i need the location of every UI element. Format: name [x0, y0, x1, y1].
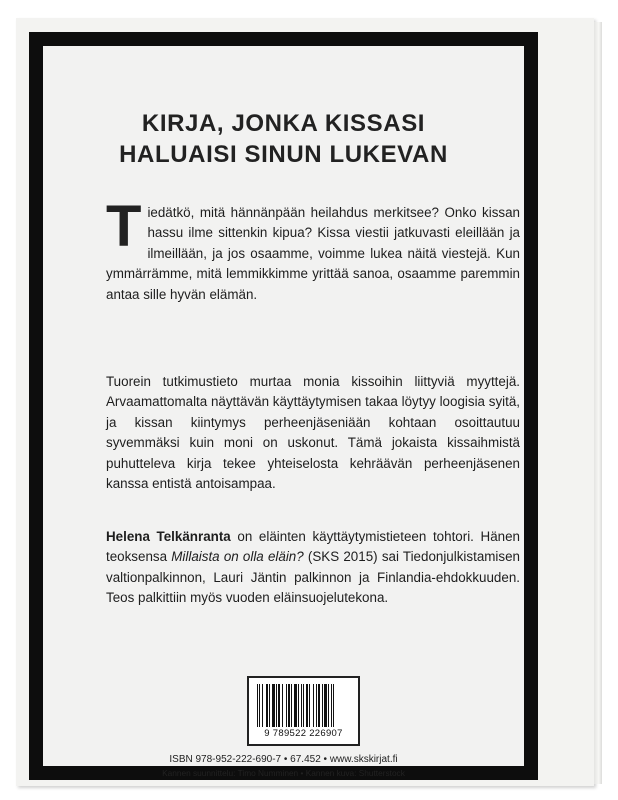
drop-cap: T — [106, 194, 142, 259]
author-bio-text-1: on eläinten käyttäytymistieteen tohtori. Hänen teoksensa — [106, 529, 520, 565]
author-name: Helena Telkänranta — [106, 529, 231, 544]
isbn-line: ISBN 978-952-222-690-7 • 67.452 • www.skskirjat.fi — [169, 754, 398, 765]
cover-title — [43, 108, 524, 170]
barcode — [247, 676, 360, 746]
book-edge — [594, 22, 602, 784]
title-line-1: KIRJA, JONKA KISSASI — [141, 110, 426, 137]
paragraph-1-text: iedätkö, mitä hännänpään heilahdus merkitsee? Onko kissan hassu ilme sittenkin kipua? Kissa viestii jatkuvasti eleillään ja ilmeillään, ja jos osaamme, voimme lukea näitä viestejä. Kun ymmärrämme, mitä lemmikkimme yrittää sanoa, osaamme paremmin antaa sille hyvän elämän. — [106, 205, 520, 302]
blurb-paragraph-1 — [106, 194, 520, 305]
barcode-bars — [257, 684, 352, 727]
author-bio — [106, 527, 520, 609]
title-line-2: HALUAISI SINUN LUKEVAN — [119, 141, 448, 168]
credits-line: Kannen suunnittelu: Timo Numminen • Kannen kuva: Shutterstock — [162, 768, 405, 778]
author-book-title: Millaista on olla eläin? — [171, 549, 304, 565]
barcode-digits: 9 789522 226907 — [264, 728, 343, 739]
blurb-paragraph-2: Tuorein tutkimustieto murtaa monia kissoihin liittyviä myyttejä. Arvaamattomalta näyttävän käyttäytymisen takaa löytyy loogisia syitä, ja kissan kiintymys perheenjäseniään kohtaan osoittautuu syvemmäksi kuin moni on uskonut. Tämä jokaista kissaihmistä puhutteleva kirja tekee yhteiselosta kehräävän perheenjäsenen kanssa entistä antoisampaa. — [106, 374, 520, 492]
author-bio-text-2: (SKS 2015) sai Tiedonjulkistamisen valtionpalkinnon, Lauri Jäntin palkinnon ja Finlandia-ehdokkuuden. Teos palkittiin myös vuoden eläinsuojelutekona. — [106, 549, 520, 606]
cover-frame — [29, 32, 538, 780]
